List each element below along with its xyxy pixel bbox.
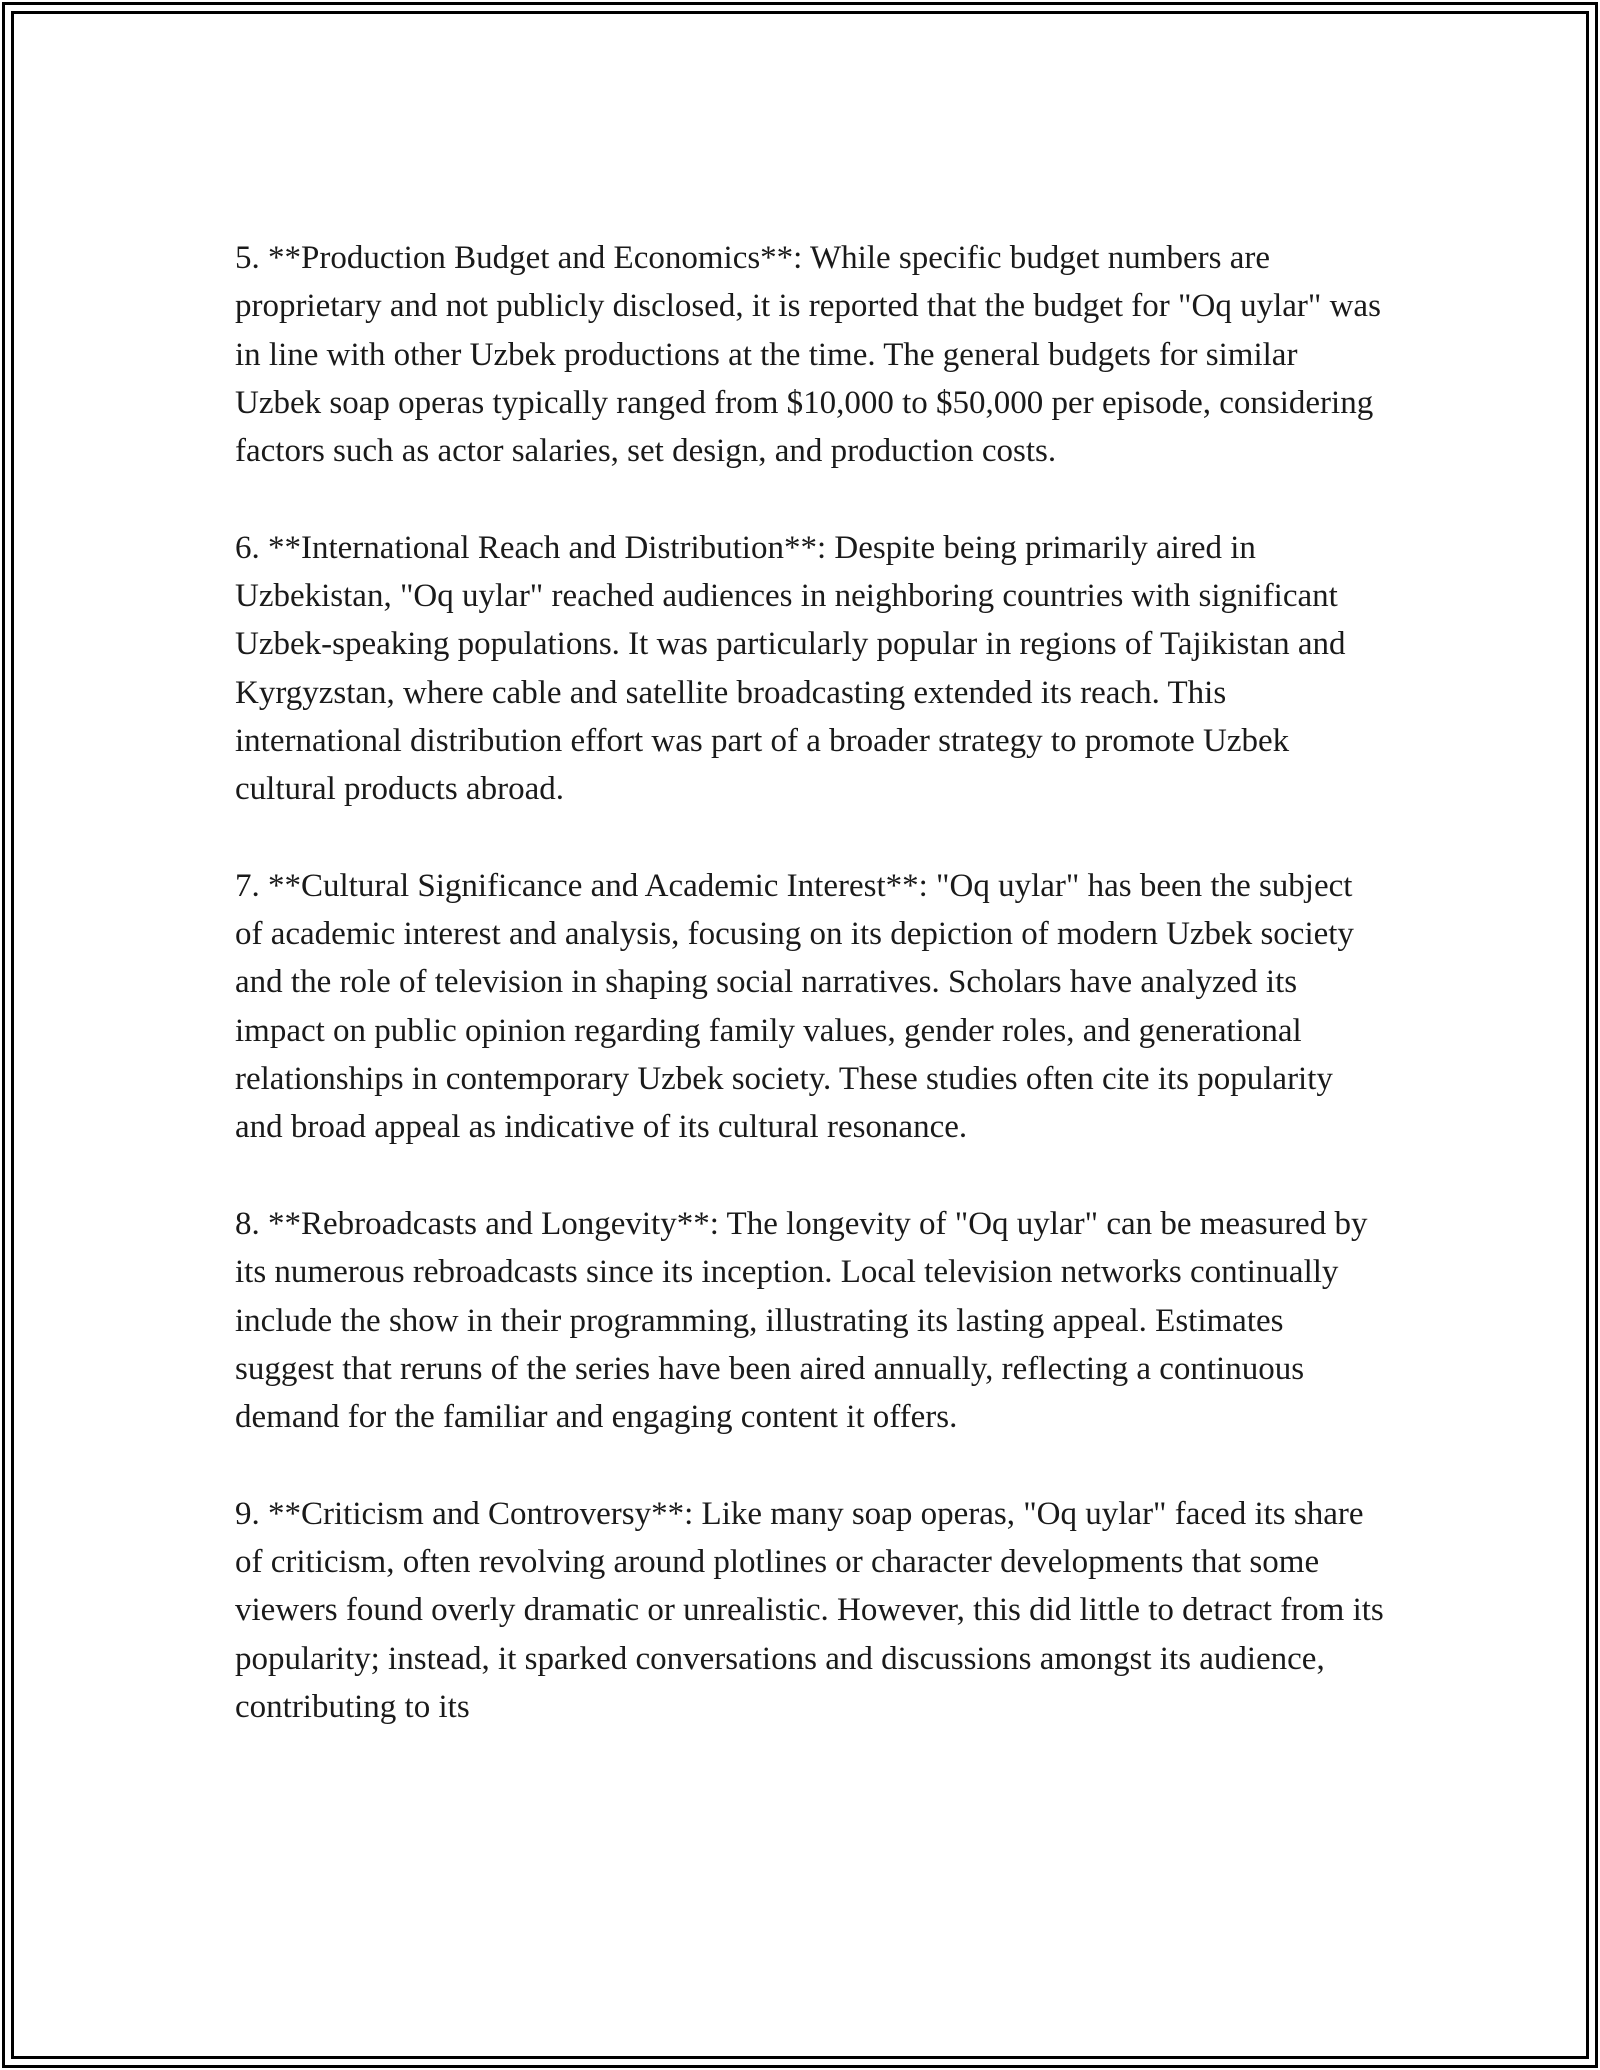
paragraph-criticism: 9. **Criticism and Controversy**: Like many soap operas, "Oq uylar" faced its share of criticism, often revolving around plotlines or character developments that some viewers found overly dramatic or unrealistic. However, this did little to detract from its popularity; instead, it sparked conversations and discussions amongst its audience, contributing to its bbox=[235, 1495, 1384, 1725]
paragraph-international-reach: 6. **International Reach and Distribution**: Despite being primarily aired in Uzbekistan, "Oq uylar" reached audiences in neighboring countries with significant Uzbek-speaking populations. It was particularly popular in regions of Tajikistan and Kyrgyzstan, where cable and satellite broadcasting extended its reach. This international distribution effort was part of a broader strategy to promote Uzbek cultural products abroad. bbox=[235, 529, 1346, 808]
paragraph-cultural-significance: 7. **Cultural Significance and Academic Interest**: "Oq uylar" has been the subject of academic interest and analysis, focusing on its depiction of modern Uzbek society and the role of television in shaping social narratives. Scholars have analyzed its impact on public opinion regarding family values, gender roles, and generational relationships in contemporary Uzbek society. These studies often cite its popularity and broad appeal as indicative of its cultural resonance. bbox=[235, 867, 1354, 1146]
paragraph-rebroadcasts: 8. **Rebroadcasts and Longevity**: The longevity of "Oq uylar" can be measured by its numerous rebroadcasts since its inception. Local television networks continually include the show in their programming, illustrating its lasting appeal. Estimates suggest that reruns of the series have been aired annually, reflecting a continuous demand for the familiar and engaging content it offers. bbox=[235, 1205, 1368, 1436]
document-body bbox=[235, 234, 1385, 1731]
paragraph-production-budget: 5. **Production Budget and Economics**: While specific budget numbers are proprietary and not publicly disclosed, it is reported that the budget for "Oq uylar" was in line with other Uzbek productions at the time. The general budgets for similar Uzbek soap operas typically ranged from $10,000 to $50,000 per episode, considering factors such as actor salaries, set design, and production costs. bbox=[235, 240, 1381, 470]
